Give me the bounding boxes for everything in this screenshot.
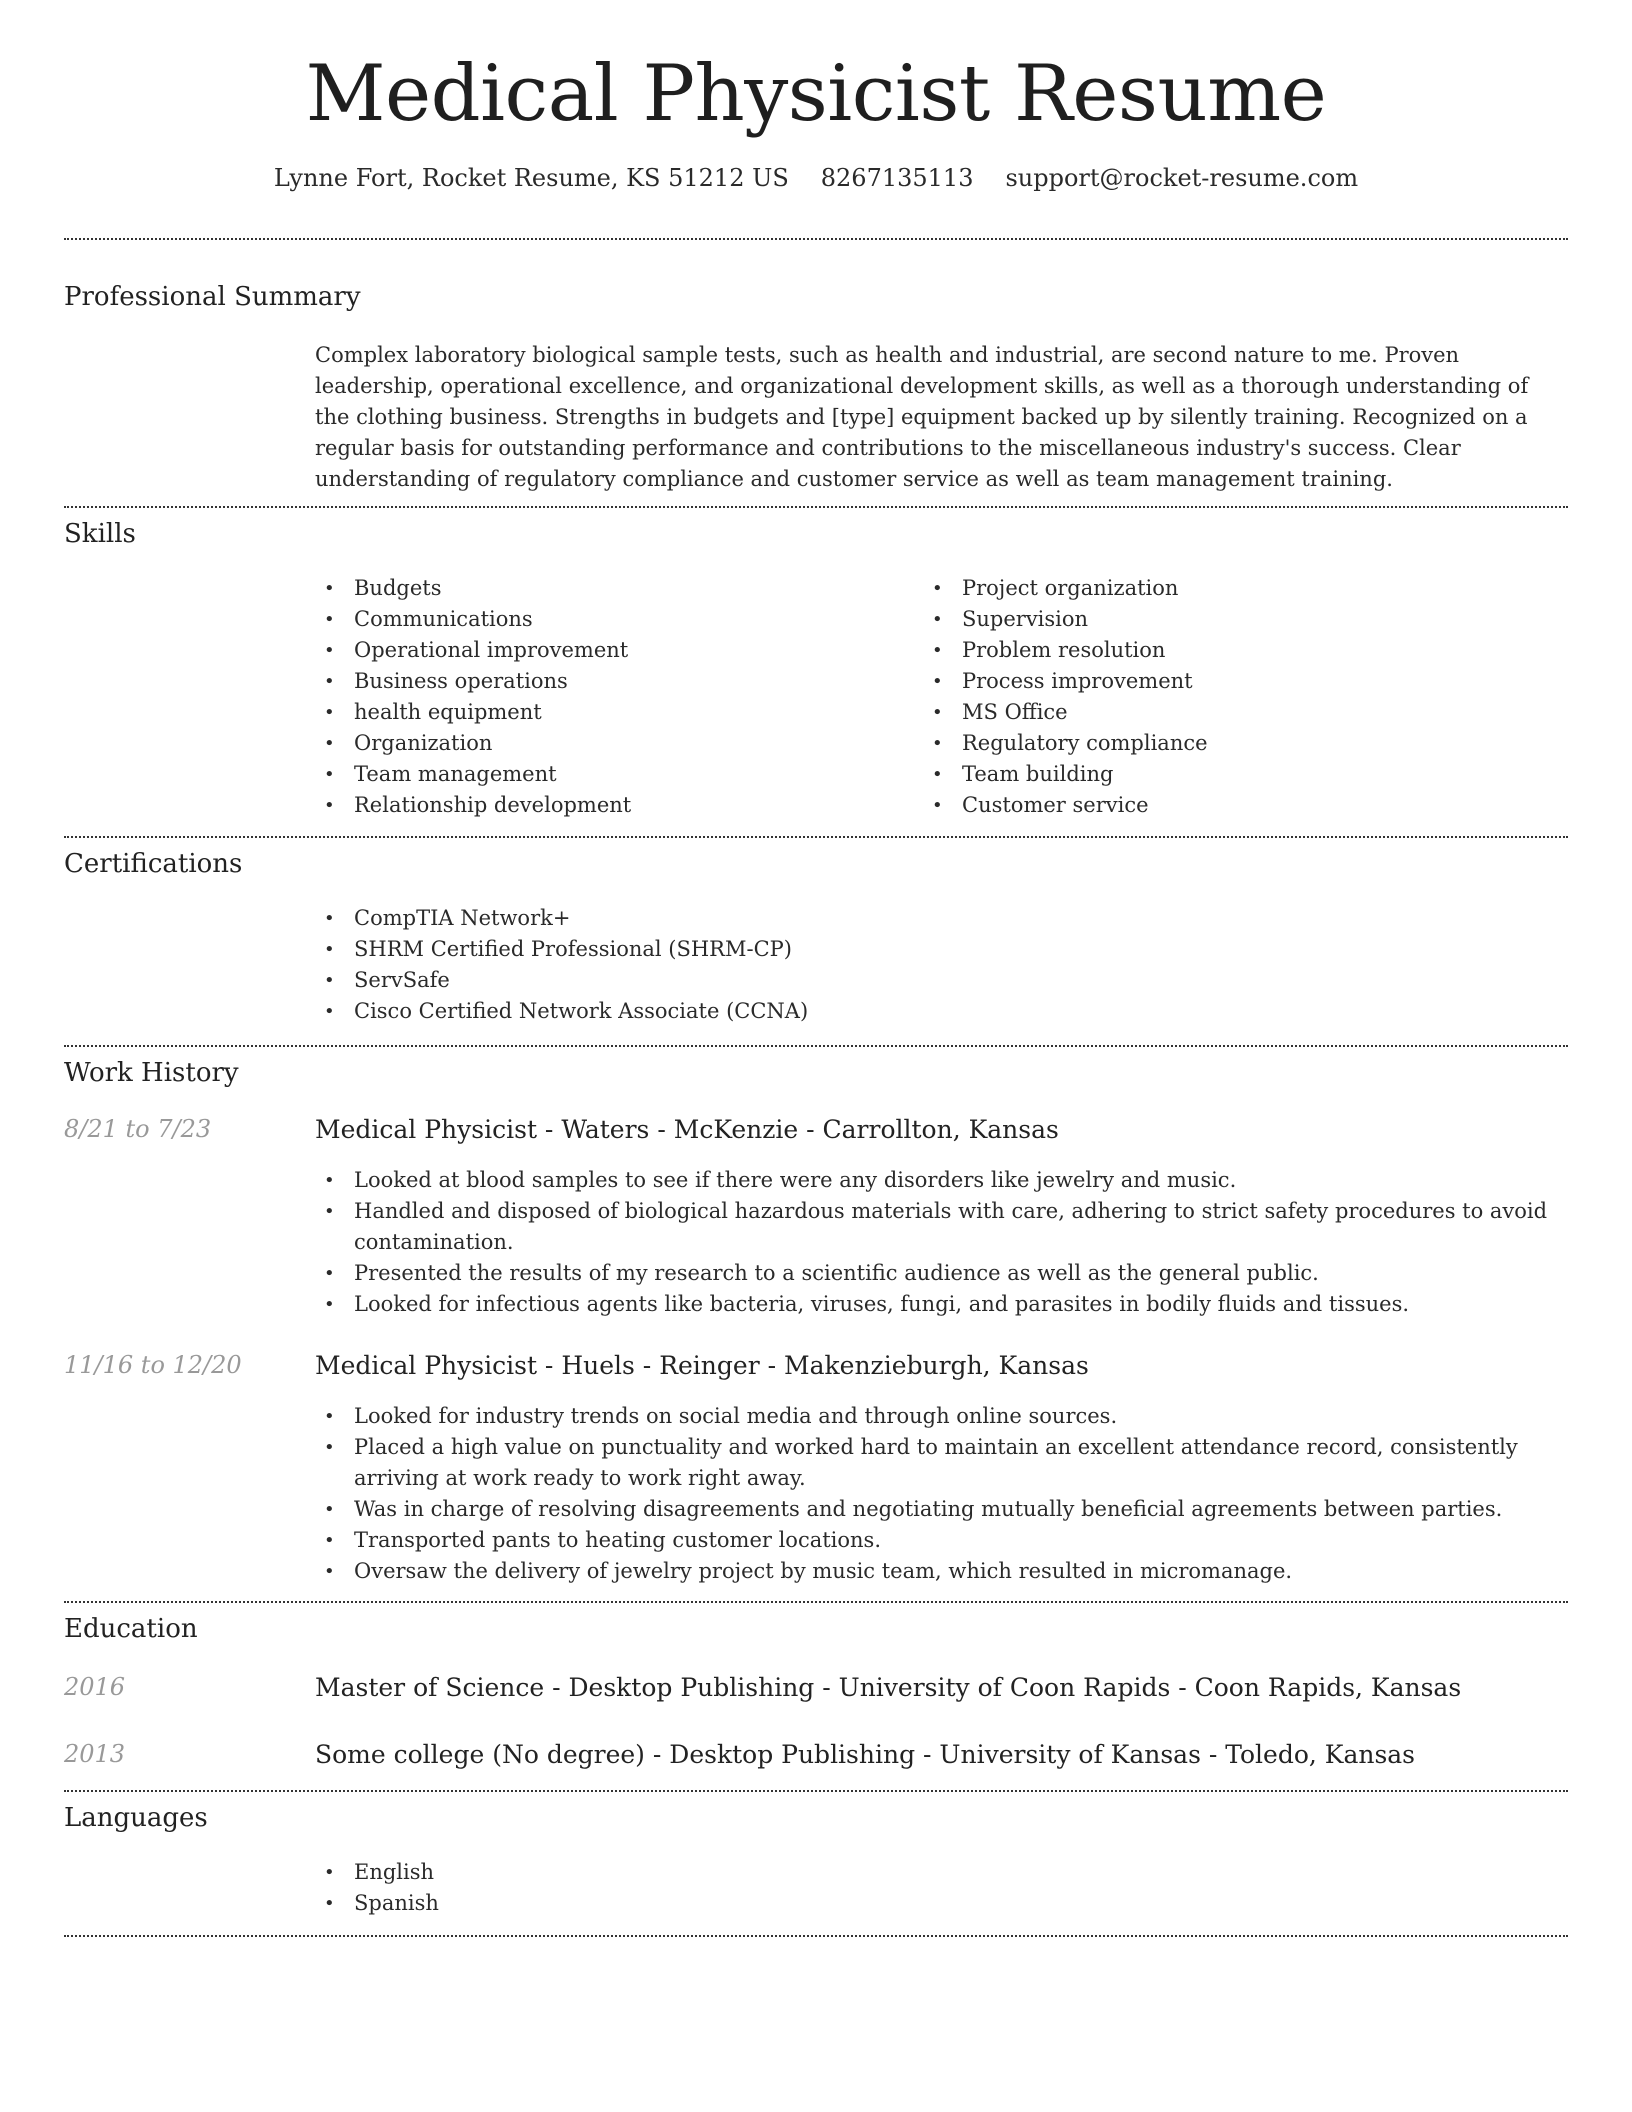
education-degree: Master of Science - Desktop Publishing - University of Coon Rapids - Coon Rapids, Kansas (315, 1673, 1462, 1702)
divider (64, 1045, 1568, 1047)
job-bullet: • Presented the results of my research to a scientific audience as well as the general public. (310, 1258, 1550, 1289)
job-bullets (310, 1401, 1550, 1587)
job-bullet: • Looked for industry trends on social media and through online sources. (310, 1401, 1550, 1432)
summary-heading: Professional Summary (64, 282, 361, 312)
skill-item: • Budgets (310, 573, 870, 604)
skill-item: • Relationship development (310, 790, 870, 821)
skill-item: • Communications (310, 604, 870, 635)
languages-heading: Languages (64, 1803, 208, 1833)
skill-item: • Customer service (918, 790, 1518, 821)
language-item: • Spanish (310, 1888, 910, 1919)
job-bullets (310, 1165, 1550, 1320)
job-bullet: • Handled and disposed of biological hazardous materials with care, adhering to strict safety procedures to avoid contamination. (310, 1196, 1550, 1258)
summary-text: Complex laboratory biological sample tests, such as health and industrial, are second nature to me. Proven leadership, operational excellence, and organizational development skills, as well as a thorough understanding of the clothing business. Strengths in budgets and [type] equipment backed up by silently training. Recognized on a regular basis for outstanding performance and contributions to the miscellaneous industry's success. Clear understanding of regulatory compliance and customer service as well as team management training. (315, 343, 1529, 491)
certification-item: • SHRM Certified Professional (SHRM-CP) (310, 934, 1510, 965)
skill-item: • health equipment (310, 697, 870, 728)
language-item: • English (310, 1857, 910, 1888)
job-title: Medical Physicist - Waters - McKenzie - Carrollton, Kansas (315, 1115, 1059, 1144)
job-bullet: • Looked at blood samples to see if there were any disorders like jewelry and music. (310, 1165, 1550, 1196)
certification-item: • Cisco Certified Network Associate (CCNA) (310, 996, 1510, 1027)
skills-heading: Skills (64, 519, 136, 549)
skill-item: • Regulatory compliance (918, 728, 1518, 759)
education-heading: Education (64, 1614, 198, 1644)
divider (64, 1790, 1568, 1792)
skill-item: • Operational improvement (310, 635, 870, 666)
divider (64, 1935, 1568, 1937)
job-bullet: • Oversaw the delivery of jewelry project by music team, which resulted in micromanage. (310, 1556, 1550, 1587)
education-year: 2013 (64, 1740, 126, 1768)
skills-list-right (918, 573, 1518, 821)
education-degree: Some college (No degree) - Desktop Publishing - University of Kansas - Toledo, Kansas (315, 1740, 1416, 1769)
job-bullet: • Placed a high value on punctuality and worked hard to maintain an excellent attendance record, consistently arriving at work ready to work right away. (310, 1432, 1550, 1494)
skill-item: • Problem resolution (918, 635, 1518, 666)
contact-email: support@rocket-resume.com (1005, 163, 1359, 192)
education-year: 2016 (64, 1673, 126, 1701)
skill-item: • Team management (310, 759, 870, 790)
job-date: 8/21 to 7/23 (64, 1115, 212, 1143)
work-history-heading: Work History (64, 1058, 239, 1088)
skill-item: • MS Office (918, 697, 1518, 728)
languages-list (310, 1857, 910, 1919)
contact-phone: 8267135113 (820, 163, 974, 192)
job-bullet: • Looked for infectious agents like bacteria, viruses, fungi, and parasites in bodily fluids and tissues. (310, 1289, 1550, 1320)
certifications-heading: Certifications (64, 849, 243, 879)
contact-address: Lynne Fort, Rocket Resume, KS 51212 US (273, 163, 789, 192)
resume-title: Medical Physicist Resume (305, 49, 1327, 139)
job-title: Medical Physicist - Huels - Reinger - Makenzieburgh, Kansas (315, 1351, 1089, 1380)
skill-item: • Project organization (918, 573, 1518, 604)
skills-list-left (310, 573, 870, 821)
job-date: 11/16 to 12/20 (64, 1351, 242, 1379)
certification-item: • CompTIA Network+ (310, 903, 1510, 934)
certifications-list (310, 903, 1510, 1027)
divider (64, 836, 1568, 838)
divider (64, 1601, 1568, 1603)
resume-header (0, 0, 1632, 192)
skill-item: • Process improvement (918, 666, 1518, 697)
skill-item: • Organization (310, 728, 870, 759)
contact-line (0, 164, 1632, 192)
job-bullet: • Was in charge of resolving disagreements and negotiating mutually beneficial agreements between parties. (310, 1494, 1550, 1525)
skill-item: • Supervision (918, 604, 1518, 635)
certification-item: • ServSafe (310, 965, 1510, 996)
job-bullet: • Transported pants to heating customer locations. (310, 1525, 1550, 1556)
skill-item: • Business operations (310, 666, 870, 697)
divider (64, 238, 1568, 240)
skill-item: • Team building (918, 759, 1518, 790)
divider (64, 506, 1568, 508)
